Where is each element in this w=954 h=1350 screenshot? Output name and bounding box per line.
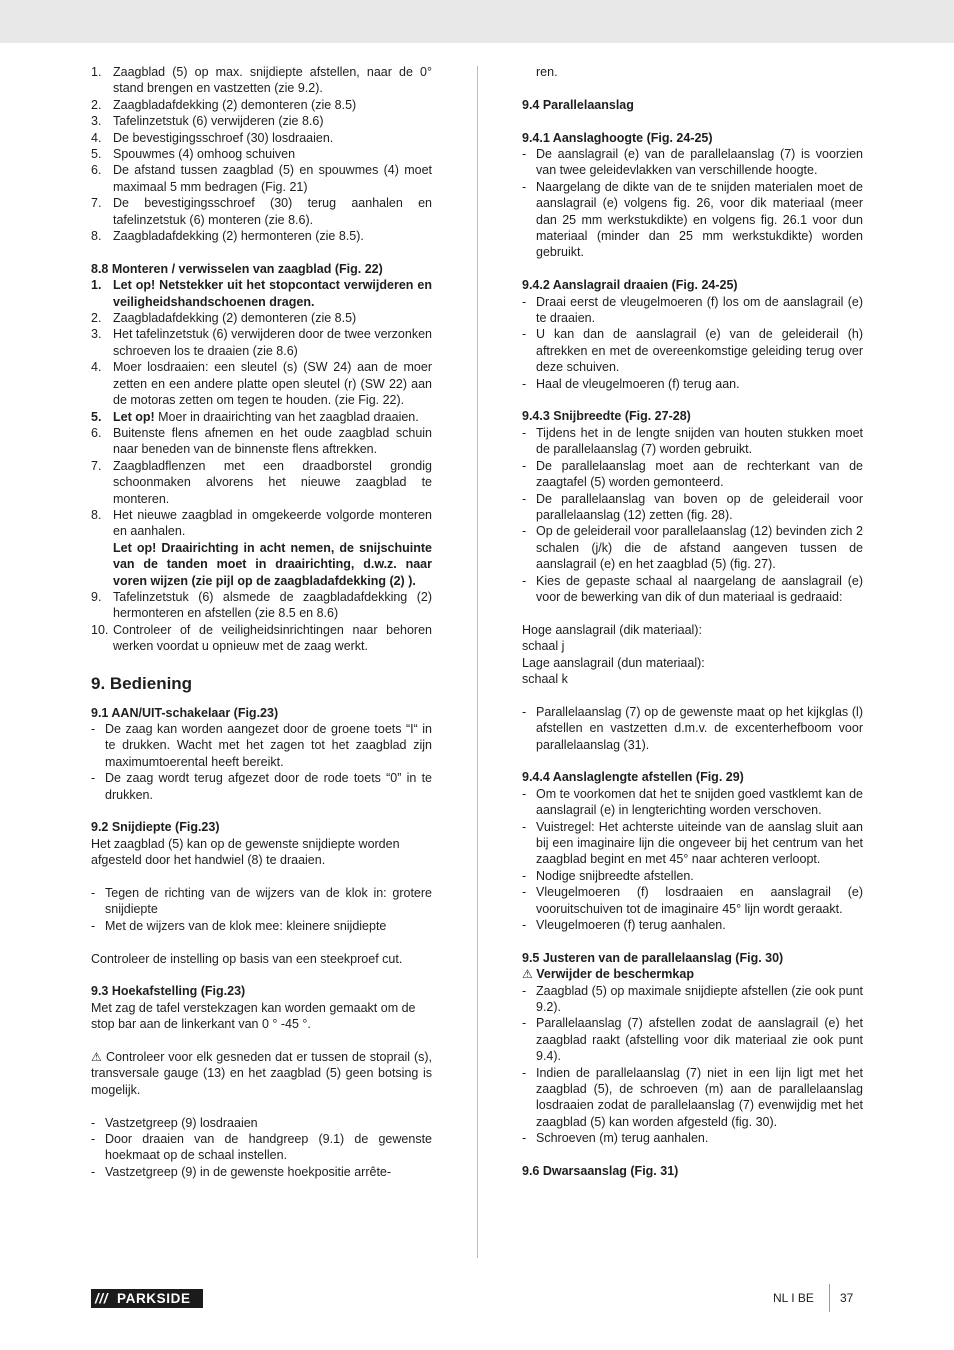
warning-paragraph: ⚠ Verwijder de beschermkap [522,967,694,982]
section-heading: 9.1 AAN/UIT-schakelaar (Fig.23) [91,705,279,720]
chapter-title: 9. Bediening [91,673,193,693]
list-item: 10. Controleer of de veiligheidsinrichtingen naar behoren werken voordat u opnieuw met de zaag werkt. [91,622,432,654]
length-list [522,786,863,934]
paragraph: Met zag de tafel verstekzagen kan worden gemaakt om de stop bar aan de linkerkant van 0 ° -45 °. [91,1000,416,1032]
list-item: - De aanslagrail (e) van de parallelaanslag (7) is voorzien van twee geleidevlakken van verschillende hoogte. [522,147,863,178]
section-heading: 9.5 Justeren van de parallelaanslag (Fig. 30) [522,950,784,965]
rotate-list [522,294,863,392]
list-item: 8. Zaagbladafdekking (2) hermonteren (zie 8.5). [91,229,364,244]
list-item: - De parallelaanslag moet aan de rechterkant van de zaagtafel (5) worden gemonteerd. [522,458,863,490]
section-heading: 8.8 Monteren / verwisselen van zaagblad (Fig. 22) [91,261,383,276]
page-number: 37 [840,1291,854,1305]
sawblade-list [91,277,432,654]
section-heading: 9.4.1 Aanslaghoogte (Fig. 24-25) [522,130,713,145]
list-item: 3. Het tafelinzetstuk (6) verwijderen door de twee verzonken schroeven los te draaien (zie 8.6) [91,327,432,358]
list-item: 5. Let op! Moer in draairichting van het zaagblad draaien. [91,409,419,424]
continued-text: ren. [536,65,558,79]
list-item: - Parallelaanslag (7) afstellen zodat de aanslagrail (e) het zaagblad raakt (afstelling voor dik materiaal zie ook punt 9.4). [522,1016,863,1064]
width-list-b [522,704,863,753]
list-item: 6. Buitenste flens afnemen en het oude zaagblad schuin naar beneden van de binnenste flens aftrekken. [91,425,432,457]
list-item: - Kies de gepaste schaal al naargelang de aanslagrail (e) voor de bewerking van dik of dun materiaal is gedraaid: [522,573,863,604]
list-item: - Schroeven (m) terug aanhalen. [522,1131,709,1146]
warning-paragraph: ⚠ Controleer voor elk gesneden dat er tussen de stoprail (s), transversale gauge (13) en het zaagblad (5) geen botsing is mogelijk. [91,1050,432,1097]
scale-line: Hoge aanslagrail (dik materiaal): [522,622,702,637]
section-heading: 9.2 Snijdiepte (Fig.23) [91,820,220,835]
section-heading: 9.4.2 Aanslagrail draaien (Fig. 24-25) [522,278,738,293]
list-item: 9. Tafelinzetstuk (6) alsmede de zaagbladafdekking (2) hermonteren en afstellen (zie 8.5 en 8.6) [91,589,432,621]
list-item: - De zaag wordt terug afgezet door de rode toets “0” in te drukken. [91,771,432,802]
depth-list [91,885,432,934]
list-item: - De parallelaanslag van boven op de geleiderail voor parallelaanslag (12) zetten (fig. 28). [522,491,863,522]
list-item: - Parallelaanslag (7) op de gewenste maat op het kijkglas (l) afstellen en vastzetten d.m.v. de excenterhefboom voor parallelaanslag (31). [522,704,863,752]
list-item: 2. Zaagbladafdekking (2) demonteren (zie 8.5) [91,311,357,326]
list-item: - Haal de vleugelmoeren (f) terug aan. [522,376,740,391]
list-item: 4. De bevestigingsschroef (30) losdraaien. [91,130,334,145]
section-heading: 9.4.3 Snijbreedte (Fig. 27-28) [522,409,691,424]
list-item: 3. Tafelinzetstuk (6) verwijderen (zie 8.6) [91,114,324,129]
list-item: - Vastzetgreep (9) losdraaien [91,1115,258,1130]
list-item: 1. Let op! Netstekker uit het stopcontact verwijderen en veiligheidshandschoenen dragen. [91,278,432,309]
section-heading: 9.6 Dwarsaanslag (Fig. 31) [522,1164,679,1179]
section-heading: 9.4.4 Aanslaglengte afstellen (Fig. 29) [522,770,744,785]
list-item: - Tegen de richting van de wijzers van de klok in: grotere snijdiepte [91,886,432,917]
scale-line: Lage aanslagrail (dun materiaal): [522,655,705,670]
adjust-fence-list [522,983,863,1147]
list-item: - Naargelang de dikte van de te snijden materialen moet de aanslagrail (e) volgens fig. 26, voor dik materiaal (meer dan 25 mm werkstukdikte) en volgens fig. 26.1 voor dun materiaal (minder dan 25 mm werkstukdikte) worden gebruikt. [522,179,863,260]
adjust-list [91,64,432,244]
list-item: - Met de wijzers van de klok mee: kleinere snijdiepte [91,918,387,933]
angle-list [91,1115,432,1181]
section-heading: 9.4 Parallelaanslag [522,97,634,112]
list-item: 7. De bevestigingsschroef (30) terug aanhalen en tafelinzetstuk (6) monteren (zie 8.6). [91,196,432,227]
language-code: NL I BE [773,1291,814,1305]
list-item: - Nodige snijbreedte afstellen. [522,868,694,883]
list-item: - Om te voorkomen dat het te snijden goed vastklemt kan de aanslagrail (e) in lengterichting worden verschoven. [522,786,863,818]
warning-text: Let op! Draairichting in acht nemen, de snijschuinte van de tanden moet in draairichting, d.w.z. naar voren wijzen (zie pijl op de zaagbladafdekking (2) ). [113,540,432,588]
scale-line: schaal k [522,671,568,686]
list-item: - Draai eerst de vleugelmoeren (f) los om de aanslagrail (e) te draaien. [522,294,863,326]
list-item: 6. De afstand tussen zaagblad (5) en spouwmes (4) moet maximaal 5 mm bedragen (Fig. 21) [91,163,432,194]
paragraph: Controleer de instelling op basis van een steekproef cut. [91,951,403,966]
list-item: - Door draaien van de handgreep (9.1) de gewenste hoekmaat op de schaal instellen. [91,1132,432,1163]
list-item: - Zaagblad (5) op maximale snijdiepte afstellen (zie ook punt 9.2). [522,983,863,1015]
list-item: - Vastzetgreep (9) in de gewenste hoekpositie arrête- [91,1164,392,1179]
list-item: - U kan dan de aanslagrail (e) van de geleiderail (h) aftrekken en met de overeenkomstige geleiding terug over deze schuiven. [522,327,863,375]
right-column [522,64,863,1179]
list-item: - Vuistregel: Het achterste uiteinde van de aanslag sluit aan bij een imaginaire lijn die ongeveer bij het centrum van het zaagblad begint en met 45° naar achteren verloopt. [522,819,863,867]
list-item: 2. Zaagbladafdekking (2) demonteren (zie 8.5) [91,97,357,112]
warning-icon: ⚠ [91,1050,103,1065]
list-item: 7. Zaagbladflenzen met een draadborstel grondig schoonmaken alvorens het nieuwe zaagblad te monteren. [91,458,432,506]
switch-list [91,721,432,803]
list-item: - Indien de parallelaanslag (7) niet in een lijn ligt met het zaagblad (5), de schroeven (m) aan de parallelaanslag losdraaien zodat de parallelaanslag (7) evenwijdig met het zaagblad (5) kan worden afgesteld (fig. 30). [522,1065,863,1129]
column-divider [477,66,478,1258]
header-bar [0,0,954,43]
width-list [522,425,863,605]
brand-logo: /// PARKSIDE [91,1289,203,1308]
list-item: - Vleugelmoeren (f) losdraaien en aanslagrail (e) vooruitschuiven tot de imaginaire 45° lijn wordt geraakt. [522,885,863,916]
left-column [91,64,432,1180]
warning-icon: ⚠ [522,967,533,982]
list-item: - Vleugelmoeren (f) terug aanhalen. [522,918,726,933]
list-item: 8. Het nieuwe zaagblad in omgekeerde volgorde monteren en aanhalen. Let op! Draairichting in acht nemen, de snijschuinte van de tanden moet in draairichting, d.w.z. naar voren wijzen (zie pijl op de zaagbladafdekking (2) ). [91,507,432,588]
height-list [522,146,863,261]
list-item: 4. Moer losdraaien: een sleutel (s) (SW 24) aan de moer zetten en een andere platte open sleutel (r) (SW 22) aan de motoras zetten om tegen te houden. (zie Fig. 22). [91,360,432,408]
footer-divider [829,1284,830,1312]
paragraph: Het zaagblad (5) kan op de gewenste snijdiepte worden afgesteld door het handwiel (8) te draaien. [91,836,400,868]
section-heading: 9.3 Hoekafstelling (Fig.23) [91,984,246,999]
list-item: - De zaag kan worden aangezet door de groene toets “I“ in te drukken. Wacht met het zagen tot het zaagblad zijn maximumtoerental heeft bereikt. [91,722,432,769]
list-item: 1. Zaagblad (5) op max. snijdiepte afstellen, naar de 0° stand brengen en vastzetten (zie 9.2). [91,65,432,96]
list-item: - Op de geleiderail voor parallelaanslag (12) bevinden zich 2 schalen (j/k) die de afstand aangeven tussen de aanslagrail (e) en het zaagblad (5) (fig. 27). [522,524,863,572]
list-item: - Tijdens het in de lengte snijden van houten stukken moet de parallelaanslag (7) worden gebruikt. [522,425,863,457]
list-item: 5. Spouwmes (4) omhoog schuiven [91,147,296,162]
scale-line: schaal j [522,639,565,654]
